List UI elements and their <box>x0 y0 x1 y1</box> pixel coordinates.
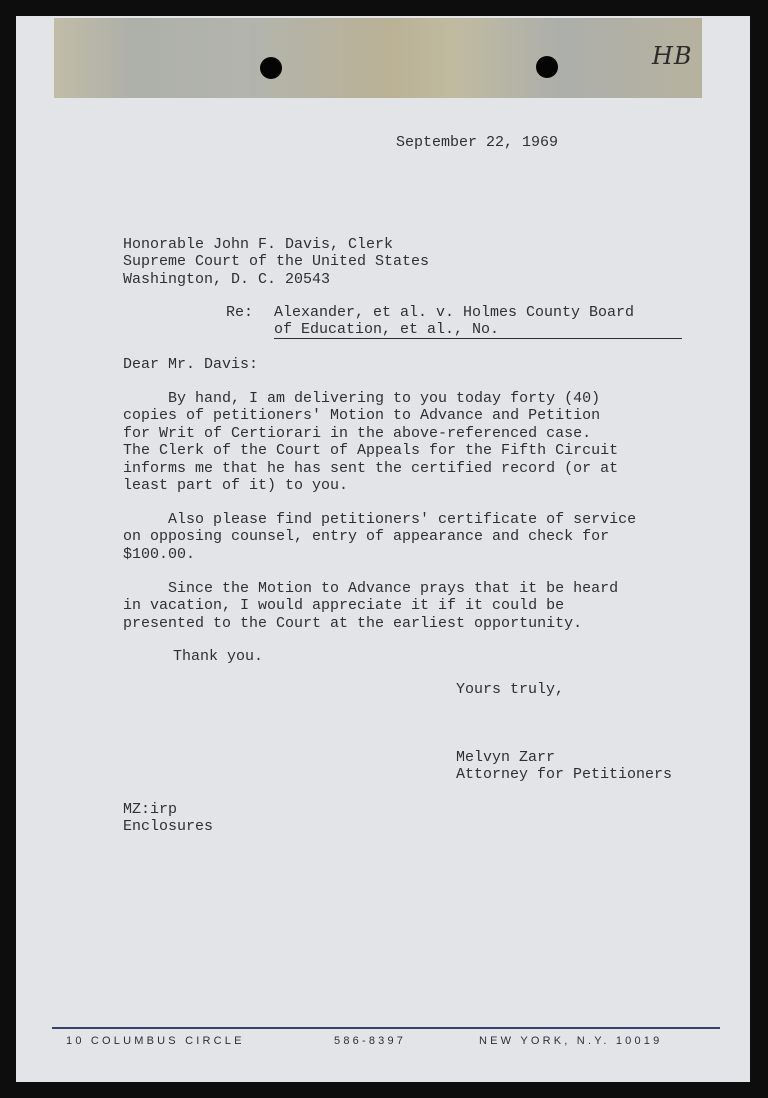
signer-name: Melvyn Zarr <box>456 749 556 766</box>
salutation: Dear Mr. Davis: <box>123 356 259 373</box>
tape-strip <box>54 18 702 98</box>
recipient-address <box>123 236 429 288</box>
signer-title: Attorney for Petitioners <box>456 766 673 784</box>
reference-initials: MZ:irp <box>123 801 178 818</box>
re-underline <box>274 338 682 339</box>
enclosures: Enclosures <box>123 818 214 836</box>
body-paragraph: Also please find petitioners' certificate of service on opposing counsel, entry of appearance and check for $100.00. <box>123 511 637 563</box>
body-paragraph: Thank you. <box>173 648 264 665</box>
re-line: Alexander, et al. v. Holmes County Board <box>274 304 635 321</box>
reference-block <box>123 801 213 836</box>
footer-phone: 586-8397 <box>334 1035 407 1047</box>
address-line: Supreme Court of the United States <box>123 253 430 271</box>
punch-hole-left <box>260 57 282 79</box>
re-line: of Education, et al., No. <box>274 321 500 339</box>
letter-date: September 22, 1969 <box>396 134 559 151</box>
body-paragraph: Since the Motion to Advance prays that it be heard in vacation, I would appreciate it if it could be presented to the Court at the earliest opportunity. <box>123 580 619 632</box>
letter-page <box>16 16 750 1082</box>
address-line: Washington, D. C. 20543 <box>123 270 331 288</box>
footer-address: 10 COLUMBUS CIRCLE <box>66 1035 245 1047</box>
signature-block <box>456 749 672 784</box>
address-line: Honorable John F. Davis, Clerk <box>123 236 394 253</box>
closing: Yours truly, <box>456 681 565 698</box>
footer-city: NEW YORK, N.Y. 10019 <box>479 1035 663 1047</box>
body-paragraph: By hand, I am delivering to you today forty (40) copies of petitioners' Motion to Advance and Petition for Writ of Certiorari in the above-referenced case. The Clerk of the Court of Appeals for the Fifth Circuit informs me that he has sent the certified record (or at least part of it) to you. <box>123 390 619 495</box>
footer-rule <box>52 1027 720 1029</box>
re-label: Re: <box>226 304 254 321</box>
handwritten-initials: HB <box>652 42 693 70</box>
punch-hole-right <box>536 56 558 78</box>
re-subject <box>274 304 634 339</box>
